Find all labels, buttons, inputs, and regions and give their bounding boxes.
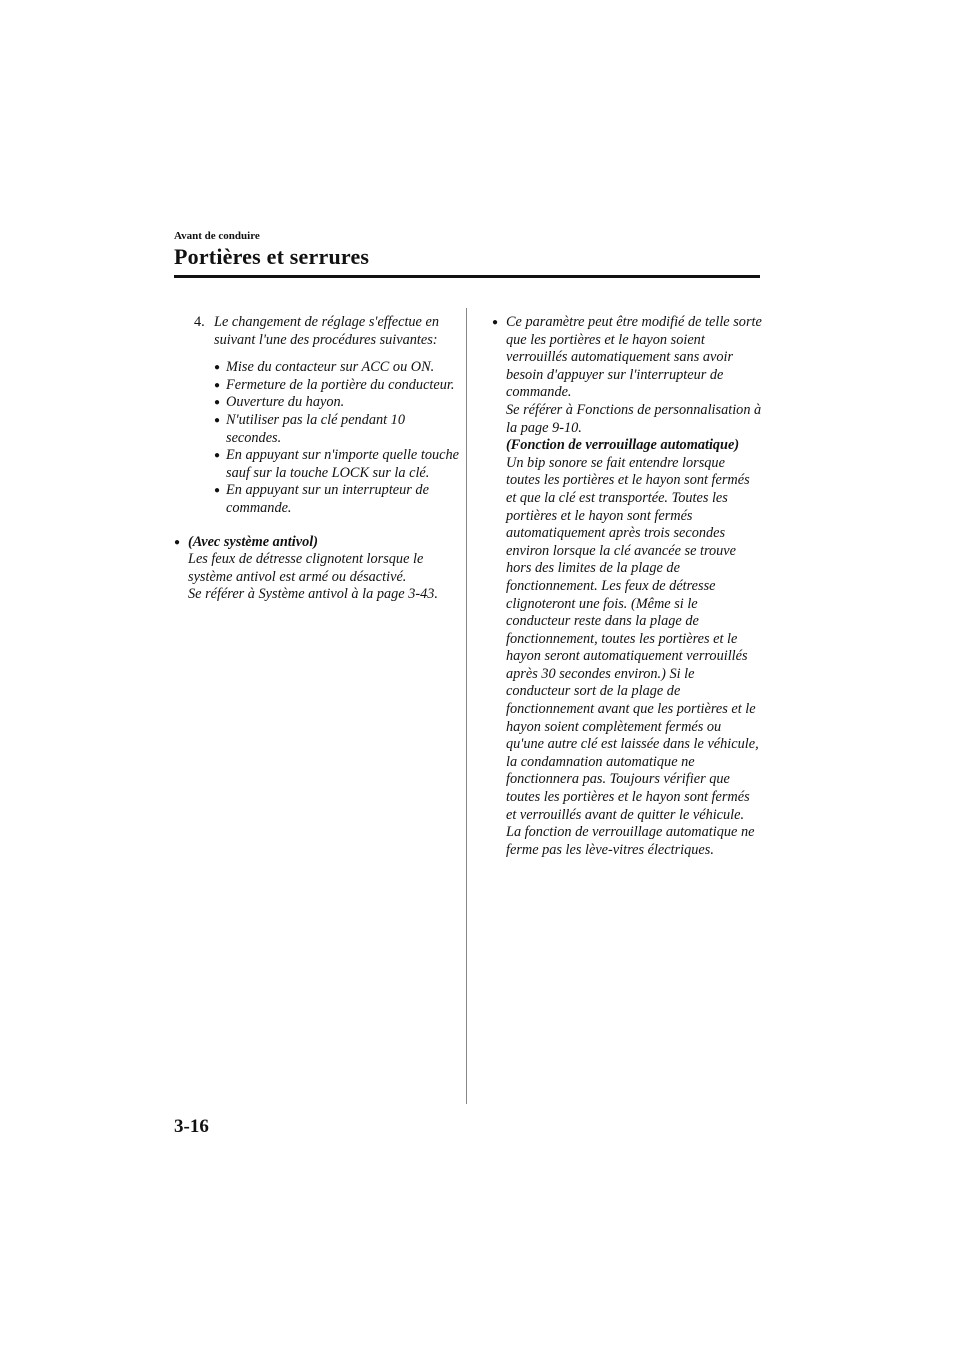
list-item-text: N'utiliser pas la clé pendant 10 secondes. — [226, 411, 405, 446]
left-column — [174, 314, 460, 604]
bullet-dot-icon: ● — [174, 536, 181, 548]
bullet-dot-icon: ● — [492, 317, 499, 328]
list-item-text: En appuyant sur n'importe quelle touche sauf sur la touche LOCK sur la clé. — [226, 447, 459, 481]
list-item-text: En appuyant sur un interrupteur de commande. — [226, 482, 429, 516]
list-item — [214, 394, 460, 412]
auto-lock-text: Un bip sonore se fait entendre lorsque toutes les portières et le hayon sont fermés et que la clé est transportée. Toutes les portières et le hayon sont fermés automatiquement après trois secondes environ lorsque la clé avancée se trouve hors des limites de la plage de fonctionnement. Les feux de détresse clignoteront une fois. (Même si le conducteur reste dans la plage de fonctionnement, toutes les portières et le hayon seront automatiquement verrouillés après 30 secondes environ.) Si le conducteur sort de la plage de fonctionnement avant que les portières et le hayon soient complètement fermés ou qu'une autre clé est laissée dans le véhicule, la condamnation automatique ne fonctionnera pas. Toujours vérifier que toutes les portières et le hayon sont fermés et verrouillés avant de quitter le véhicule. La fonction de verrouillage automatique ne ferme pas les lève-vitres électriques. — [506, 454, 759, 858]
right-column — [492, 314, 762, 859]
customization-text: Ce paramètre peut être modifié de telle sorte que les portières et le hayon soient verrouillés automatiquement sans avoir besoin d'appuyer sur l'interrupteur de commande. — [506, 314, 762, 401]
page-title: Portières et serrures — [174, 244, 370, 269]
antitheft-note — [174, 534, 460, 604]
bullet-dot-icon: ● — [214, 379, 221, 391]
step-number: 4. — [194, 314, 205, 330]
list-item — [214, 447, 460, 482]
note-text: Les feux de détresse clignotent lorsque le système antivol est armé ou désactivé. — [188, 551, 424, 585]
bullet-dot-icon: ● — [214, 414, 221, 426]
section-label: Avant de conduire — [174, 230, 260, 242]
list-item-text: Mise du contacteur sur ACC ou ON. — [226, 359, 435, 376]
list-item — [214, 359, 460, 377]
list-item — [214, 482, 460, 517]
list-item-text: Ouverture du hayon. — [226, 394, 345, 411]
note-heading: (Avec système antivol) — [188, 533, 318, 550]
bullet-dot-icon: ● — [214, 362, 221, 374]
title-rule — [174, 275, 760, 278]
column-divider — [466, 308, 467, 1104]
numbered-step — [188, 314, 460, 349]
list-item — [214, 412, 460, 447]
note-reference: Se référer à Système antivol à la page 3-43. — [188, 586, 438, 603]
bullet-dot-icon: ● — [214, 397, 221, 409]
auto-lock-note — [492, 314, 762, 859]
page-number: 3-16 — [174, 1116, 209, 1137]
list-item-text: Fermeture de la portière du conducteur. — [226, 376, 455, 393]
bullet-dot-icon: ● — [214, 450, 221, 462]
customization-reference: Se référer à Fonctions de personnalisation à la page 9-10. — [506, 401, 762, 436]
bullet-dot-icon: ● — [214, 485, 221, 497]
step-options-list — [188, 359, 460, 517]
list-item — [214, 377, 460, 395]
step-text: Le changement de réglage s'effectue en suivant l'une des procédures suivantes: — [214, 314, 439, 348]
auto-lock-heading: (Fonction de verrouillage automatique) — [506, 437, 740, 454]
